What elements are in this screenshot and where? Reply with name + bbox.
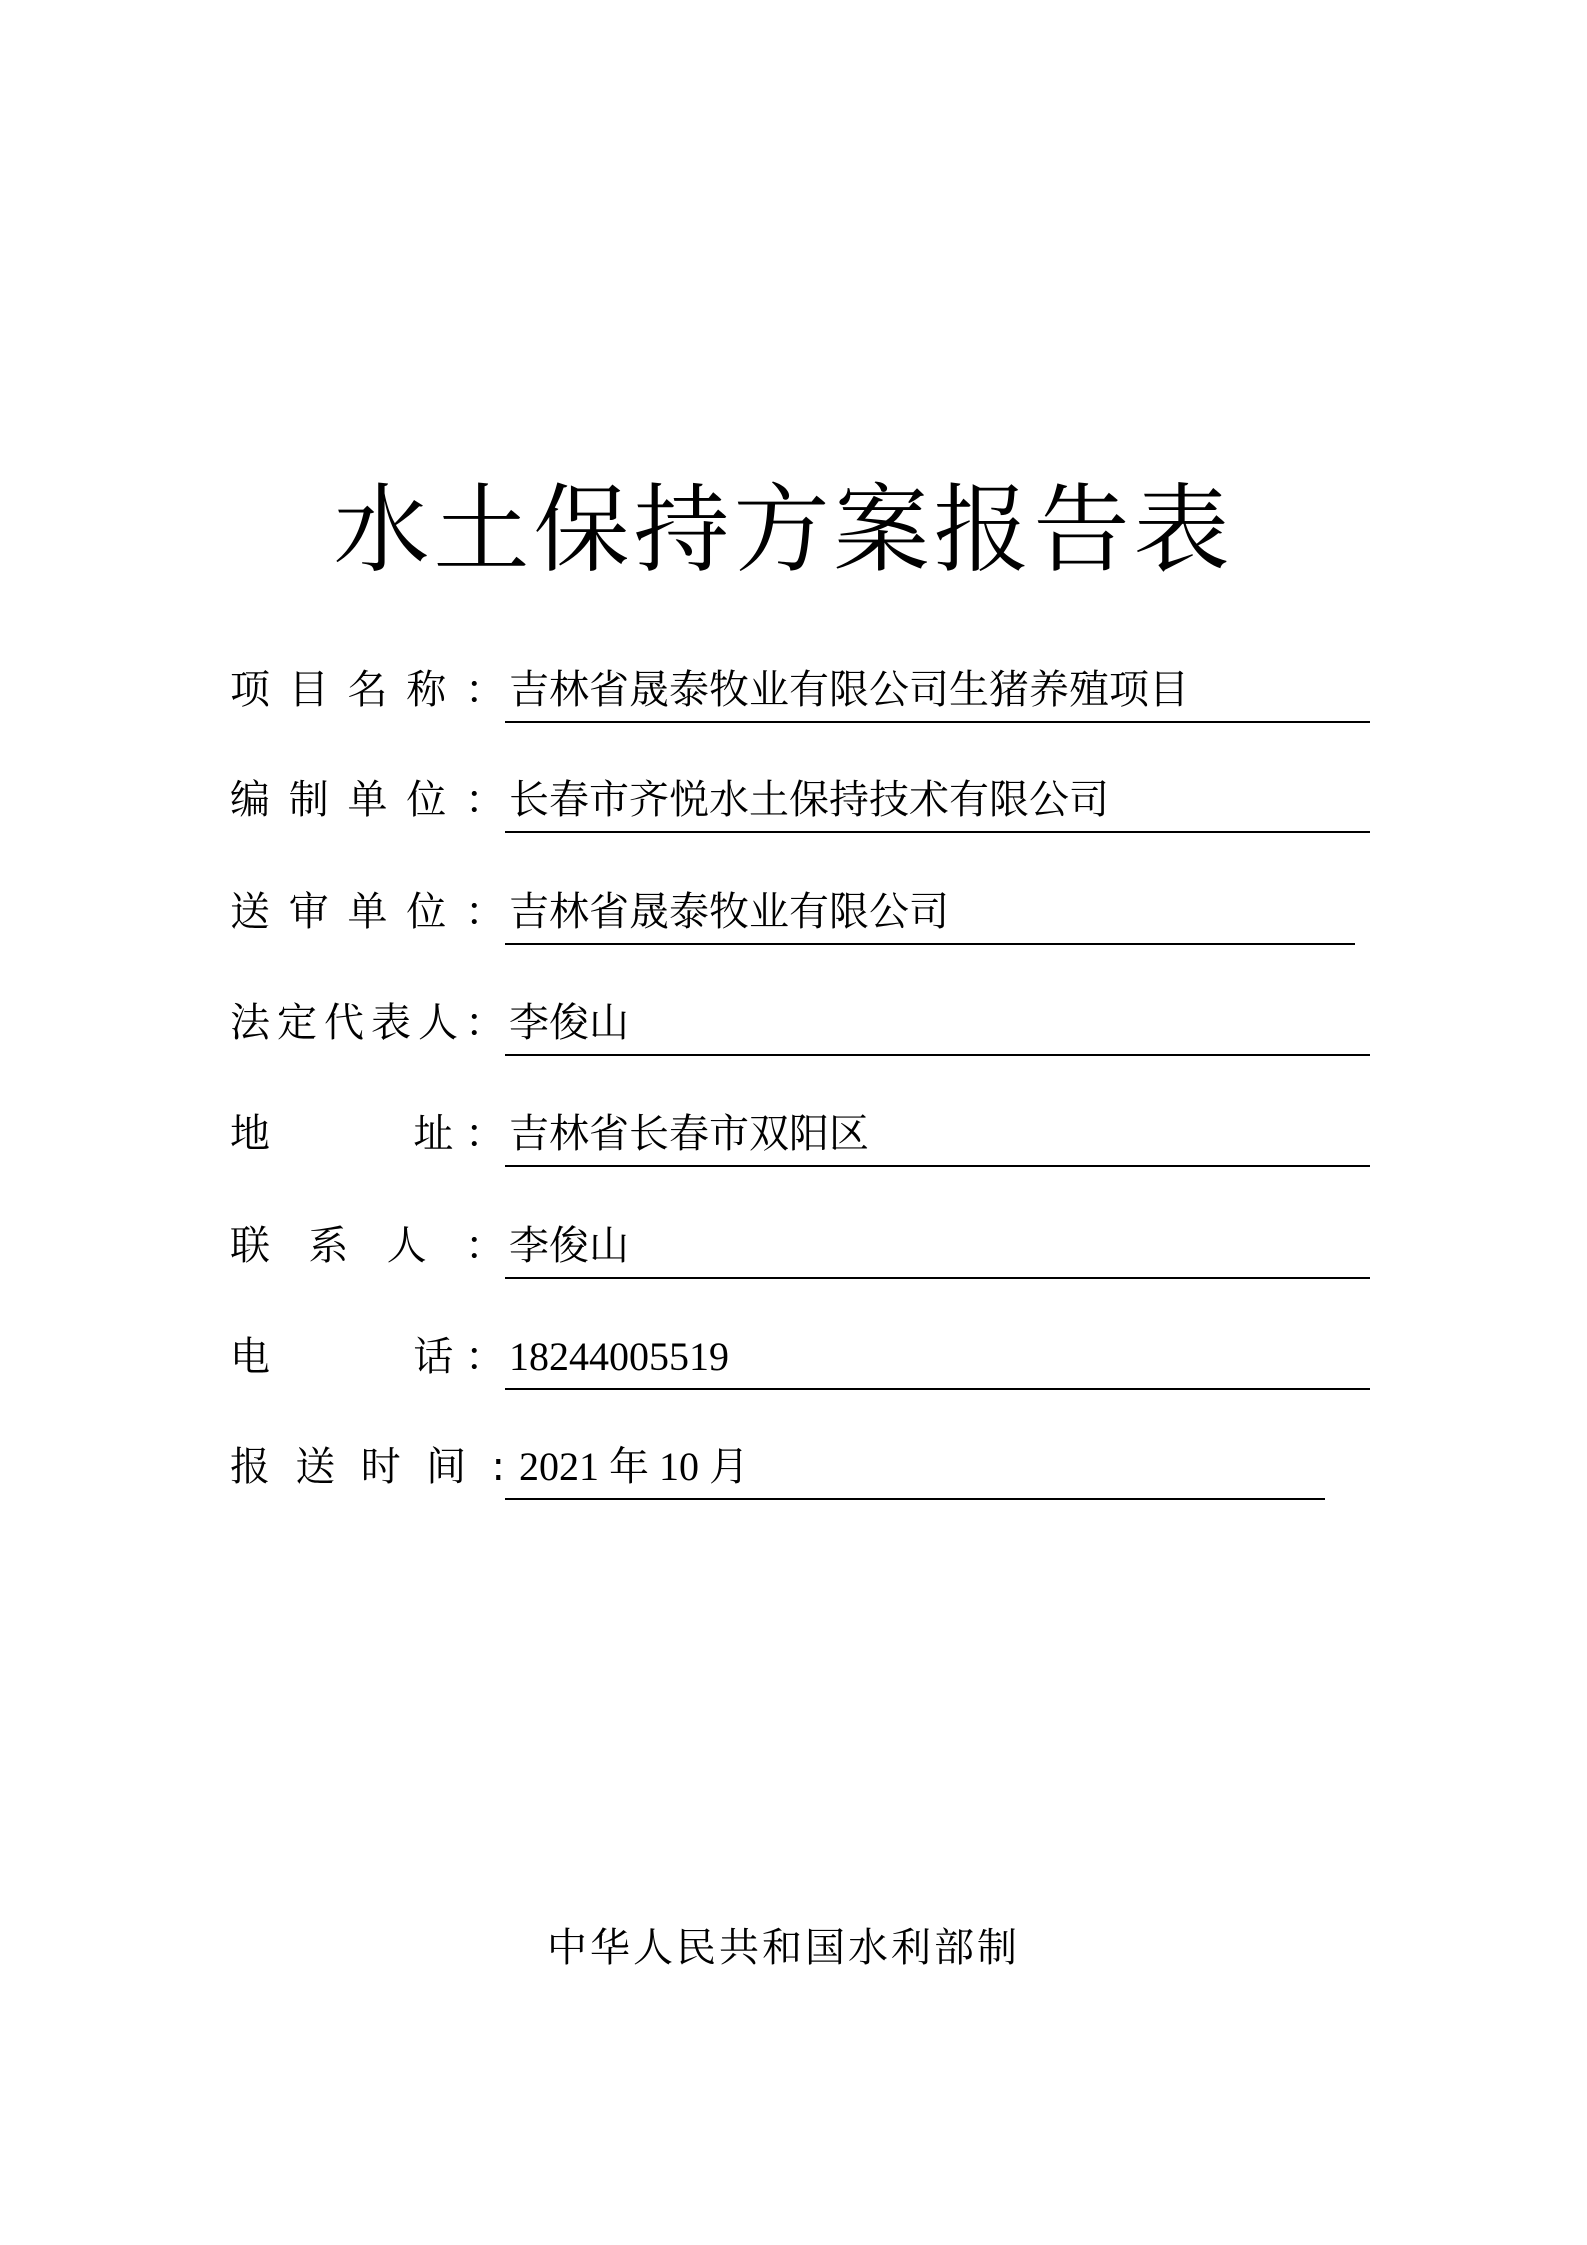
- label-char: 位: [406, 889, 447, 935]
- field-value-legal-representative: 李俊山: [505, 993, 1370, 1056]
- field-value-phone: 18244005519: [505, 1327, 1370, 1390]
- label-char: 定: [277, 1000, 317, 1046]
- field-value-submission-time: 2021 年 10 月: [505, 1437, 1325, 1500]
- document-title-container: [0, 470, 1587, 590]
- label-char: 代: [324, 1000, 364, 1046]
- label-colon: ：: [465, 889, 505, 935]
- label-char: 送: [295, 1444, 336, 1490]
- label-char: 人: [418, 1000, 458, 1046]
- issuing-authority: 中华人民共和国水利部制: [547, 1925, 1020, 1971]
- label-char: 时: [360, 1444, 401, 1490]
- field-value-project-name: 吉林省晟泰牧业有限公司生猪养殖项目: [505, 660, 1370, 723]
- label-char: 间: [426, 1444, 467, 1490]
- field-label-submission-time: [230, 1437, 505, 1497]
- label-char: 送: [230, 889, 270, 935]
- field-label-compiling-unit: [230, 770, 505, 830]
- label-colon: ：: [464, 1334, 505, 1380]
- label-char: 人: [386, 1223, 427, 1269]
- label-char: 名: [347, 667, 388, 713]
- field-label-project-name: [230, 660, 505, 720]
- label-colon: ：: [465, 667, 505, 713]
- label-char: 目: [288, 667, 329, 713]
- footer-container: [0, 1918, 1587, 1978]
- label-char: 报: [230, 1444, 270, 1490]
- label-char: 单: [347, 777, 388, 823]
- label-char: 地: [230, 1111, 270, 1157]
- label-char: 址: [413, 1111, 454, 1157]
- field-value-compiling-unit: 长春市齐悦水土保持技术有限公司: [505, 770, 1370, 833]
- label-colon: ：: [464, 1223, 505, 1269]
- document-title: 水土保持方案报告表: [333, 474, 1234, 586]
- field-value-submitting-unit: 吉林省晟泰牧业有限公司: [505, 882, 1355, 945]
- field-label-legal-representative: [230, 993, 505, 1053]
- label-char: 表: [371, 1000, 411, 1046]
- label-char: 联: [230, 1223, 270, 1269]
- label-char: 审: [288, 889, 329, 935]
- label-char: 单: [347, 889, 388, 935]
- label-colon: ：: [465, 1000, 505, 1046]
- field-value-address: 吉林省长春市双阳区: [505, 1104, 1370, 1167]
- label-char: 编: [230, 777, 270, 823]
- label-colon: ：: [465, 777, 505, 823]
- label-colon: :: [491, 1444, 505, 1490]
- field-label-contact-person: [230, 1216, 505, 1276]
- label-char: 话: [413, 1334, 454, 1380]
- field-label-phone: [230, 1327, 505, 1387]
- label-char: 制: [288, 777, 329, 823]
- label-char: 电: [230, 1334, 270, 1380]
- label-char: 称: [406, 667, 447, 713]
- label-char: 系: [308, 1223, 349, 1269]
- label-char: 位: [406, 777, 447, 823]
- label-char: 法: [230, 1000, 270, 1046]
- field-label-submitting-unit: [230, 882, 505, 942]
- label-char: 项: [230, 667, 270, 713]
- field-value-contact-person: 李俊山: [505, 1216, 1370, 1279]
- field-label-address: [230, 1104, 505, 1164]
- label-colon: ：: [464, 1111, 505, 1157]
